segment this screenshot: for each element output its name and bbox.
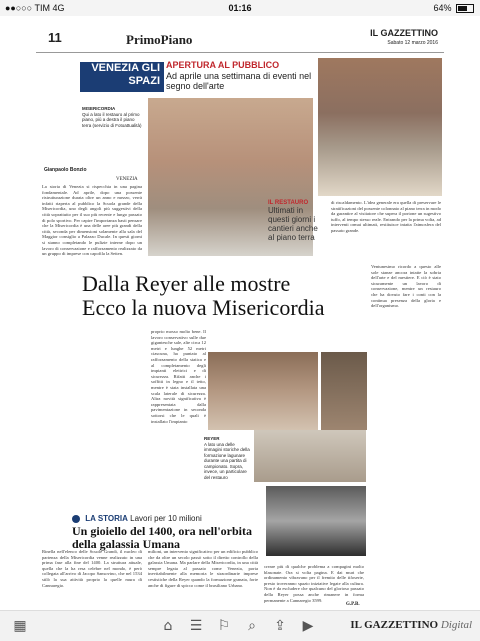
restauro-text: Ultimati in questi giorni i cantieri anche al piano terra	[268, 206, 318, 242]
restauro-kicker: IL RESTAURO	[268, 200, 309, 206]
brand-tail: Digital	[440, 619, 472, 631]
list-icon[interactable]: ☰	[189, 618, 203, 634]
status-bar	[0, 0, 480, 16]
bookmark-icon[interactable]: ⚐	[217, 618, 231, 634]
network-label: 4G	[52, 3, 65, 13]
photo-window	[321, 352, 367, 430]
share-icon[interactable]: ⇪	[274, 618, 286, 634]
main-headline	[82, 272, 352, 320]
headline-line-1: Dalla Reyer alle mostre	[82, 271, 291, 296]
reader-toolbar	[0, 610, 480, 641]
bottom-column-3: creare più di qualche problema a compagini molto blasonate. Ora si volta pagina. E dai muri che ordinamento vibravano per il fremito delle tifoserie, presto troveranno spazio iniziative legate alla cultura. Non è da escludere che qualcuno del glorioso passato della Reyer possa anche rimanere in forma permanente a Cannaregio 3599.	[264, 564, 364, 603]
kicker-deck: Ad aprile una settimana di eventi nel segno dell'arte	[166, 71, 312, 91]
reyer-caption-text: A lato una delle immagini storiche della formazione lagunare durante una partita di campionato. Sopra, invece, un particolare del restauro	[204, 441, 250, 480]
battery-label: 64%	[433, 3, 452, 13]
section-tag: VENEZIA GLI SPAZI	[80, 62, 164, 92]
storia-kicker-label: LA STORIA	[85, 514, 128, 523]
newspaper-page	[36, 24, 444, 609]
byline: Gianpaolo Bonzio	[44, 167, 87, 173]
clock: 01:16	[228, 3, 252, 13]
paper-name: IL GAZZETTINO	[370, 28, 438, 38]
article-column-1: La storia di Venezia si rispecchia in una pagina fondamentale. Ad aprile, dopo una possente ristrutturazione durata oltre un anno e mezzo, verrà infatti riaperta al pubblico la Scuola grande della Misericordia, uno degli angoli più suggestivi della città soprattutto per il suo più recente e lungo passato di polo sportivo. Per capire l'importanza basti pensare che la Misericordia è una delle aree più grandi della città, seconda per dimensioni solamente alla sala del Maggior consiglio a Palazzo Ducale. In questi giorni si stanno completando le pulizie interne dopo un lavoro di conservazione e rafforzamento realizzato da un gruppo di imprese con capofila la Setten.	[42, 184, 142, 257]
search-icon[interactable]: ⌕	[248, 618, 256, 634]
bottom-column-2: milioni, un intervento significativo per un edificio pubblico che da oltre un secolo passò sotto il diretto controllo della galassia Umana. Ma parlare della Misericordia, in una città sempre legata al passato come Venezia, porta inevitabilmente alla memoria le straordinarie imprese cestistiche della Reyer quando la formazione granata, forte anche di figure di spicco come il brasiliano Urbano.	[148, 549, 258, 588]
headline-line-2: Ecco la nuova Misericordia	[82, 295, 325, 320]
battery-info	[433, 3, 474, 13]
photo-interior	[254, 430, 366, 482]
brand-name: IL GAZZETTINO	[350, 619, 439, 631]
reyer-caption-kicker: REYER	[204, 436, 220, 441]
caption-text: Qui a lato il restauro al primo piano, più a destra il piano terra (servizio di Fotoattualità)	[82, 111, 142, 128]
play-icon[interactable]: ▶	[302, 618, 314, 634]
photo-reyer-basketball	[266, 486, 366, 556]
brand-logo	[350, 619, 472, 631]
storia-headline: Un gioiello del 1400, ora nell'orbita della galassia Umana	[72, 524, 252, 551]
signal-icon: ●●○○○	[5, 3, 33, 13]
storia-kicker-tail: Lavori per 10 milioni	[130, 514, 202, 523]
home-icon[interactable]: ⌂	[163, 618, 173, 634]
grid-icon[interactable]: ▦	[13, 618, 27, 634]
page-header	[36, 24, 444, 53]
bullet-icon	[72, 515, 80, 523]
caption-title: MISERICORDIA	[82, 106, 116, 111]
reyer-caption	[204, 436, 250, 480]
article-column-3: di riscaldamento. L'idea generale era quella di preservare le stratificazioni del possente colonnato al piano terra in modo da garantire al visitatore che supera il portone un sugestivo tuffo, al tempo stesso reale. Entrando per la prima volta, ad interventi ormai ultimati, restituisce intatta l'atmosfera del passato grande.	[331, 200, 441, 233]
section-title: PrimoPiano	[126, 32, 193, 47]
photo-caption	[82, 106, 142, 128]
kicker: APERTURA AL PUBBLICO	[166, 60, 280, 70]
storia-box	[72, 514, 252, 551]
issue-date: Sabato 12 marzo 2016	[387, 40, 438, 46]
page-number: 11	[48, 30, 62, 45]
bottom-column-1: Rinella nell'elenco delle Scuole Grandi, il nucleo di partenza della Misericordia venne realizzato in una prima fase alla fine del 1400. La struttura attuale, quella che la ha resa celebre nel mondo, è però collegata all'arrivo di Jacopo Sansovino, che nel 1534 stilò la sua attività proprio la quelle mura di Cannaregio.	[42, 549, 142, 588]
dateline: VENEZIA	[116, 177, 138, 182]
article-column-4: Ventunesimo ricordo a questo alle sole stanze ancora intatte la sobria dell'arte e del mestiere. E ciò è stato sicuramente un lavoro di conservazione, mentre un restauro che ha dovuto fare i conti con la continua presenza della gloria e dell'organismo.	[371, 264, 441, 309]
photo-ground-floor	[318, 58, 442, 196]
battery-icon	[456, 4, 474, 13]
restauro-box	[268, 200, 326, 258]
article-column-2: proprio mosso molto bene. Il lavoro conservativo sulle due gigantesche sale, alte circa 12 metri e lunghe 52 metri ciascuna, ha puntato al rafforzamento della statica e al completamento degli impianti elettrici e di sicurezza. Rifatti anche i soffitti in legno e il tetto, mentre è stata installata una scala laterale di sicurezza. Altra novità significativa è rappresentata dalla pavimentazione in seconda sottorsi che le quali è installato l'impianto	[151, 329, 206, 424]
photo-restoration-detail	[208, 352, 318, 430]
carrier-label: TIM	[34, 3, 51, 13]
storia-kicker	[72, 514, 252, 523]
signoff: G.P.B.	[346, 602, 360, 607]
